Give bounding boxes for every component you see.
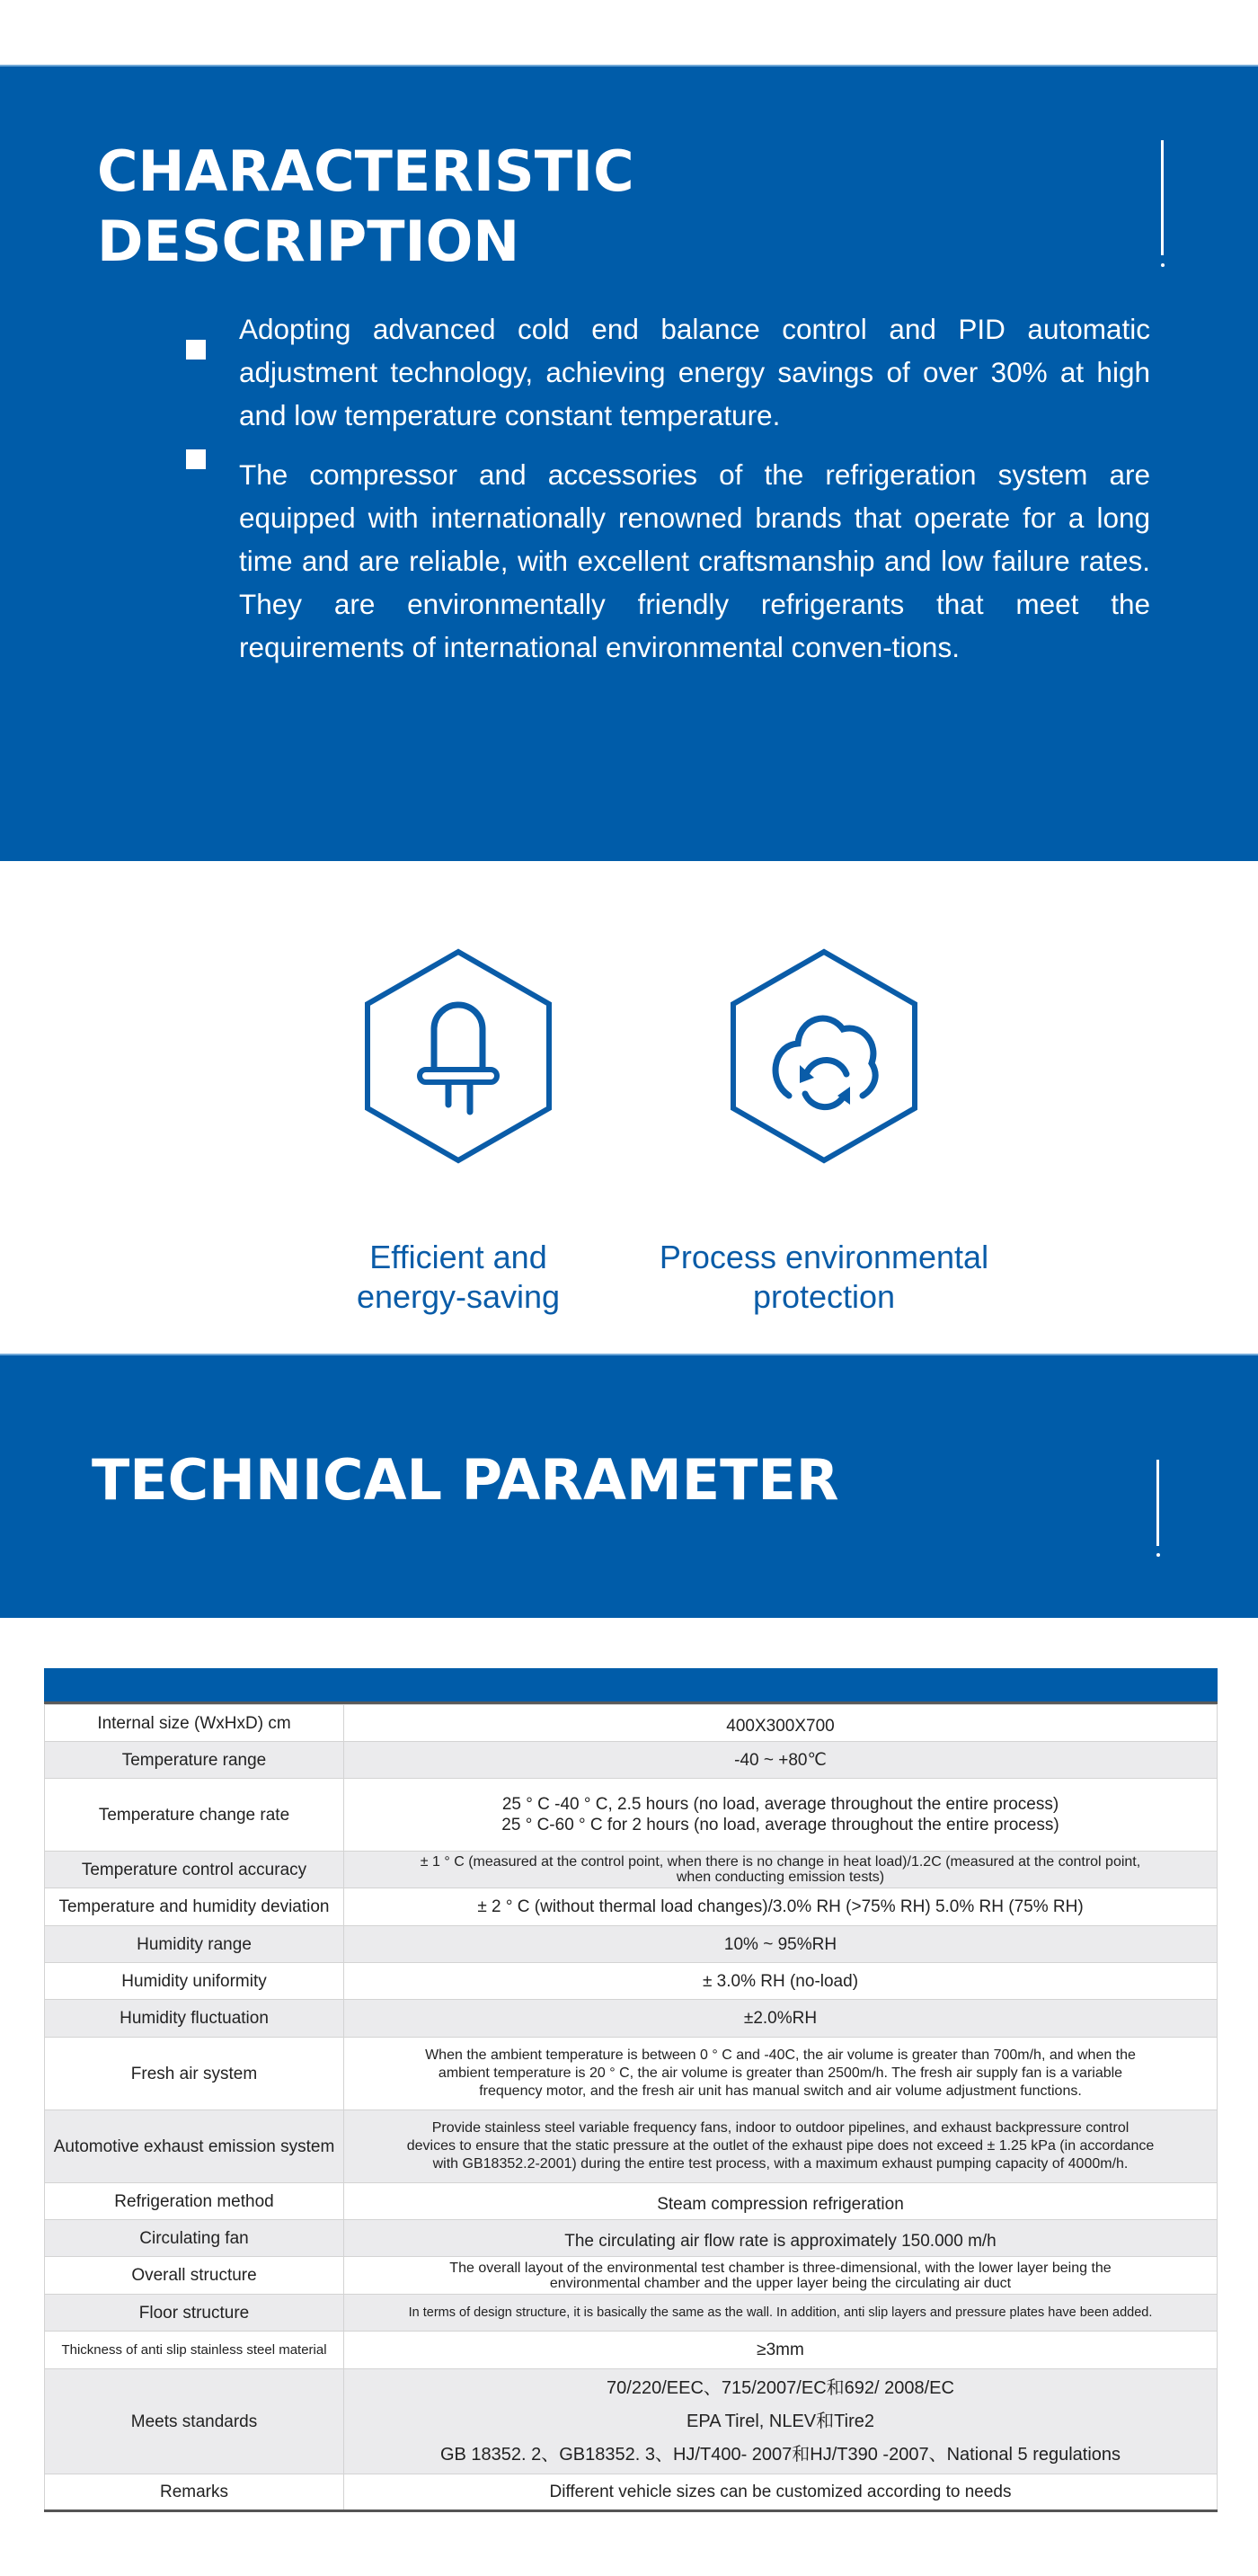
param-name: Thickness of anti slip stainless steel material <box>45 2332 344 2369</box>
param-value: Steam compression refrigeration <box>344 2183 1218 2220</box>
parameter-table-body <box>44 1704 1218 2512</box>
technical-section <box>0 1354 1258 1618</box>
bullet-text: Adopting advanced cold end balance control and PID automatic adjustment technology, achieving energy savings of over 30% at high and low temperature constant temperature. <box>239 313 1150 431</box>
decorative-vertical-line <box>1161 140 1164 255</box>
param-value: Different vehicle sizes can be customized according to needs <box>344 2474 1218 2511</box>
param-value: ≥3mm <box>344 2332 1218 2369</box>
cloud-recycle-icon <box>728 946 920 1166</box>
table-header-bar <box>44 1668 1218 1704</box>
decorative-dot <box>1161 263 1165 267</box>
bullet-item <box>180 307 1150 437</box>
led-bulb-icon <box>362 946 554 1166</box>
characteristic-section <box>0 65 1258 861</box>
param-value: -40 ~ +80℃ <box>344 1742 1218 1779</box>
param-value: The circulating air flow rate is approximately 150.000 m/h <box>344 2220 1218 2257</box>
characteristic-bullet-list <box>180 307 1150 669</box>
param-name: Humidity fluctuation <box>45 2000 344 2038</box>
characteristic-title <box>97 137 634 277</box>
param-value: 25 ° C -40 ° C, 2.5 hours (no load, average throughout the entire process) 25 ° C-60 ° C for 2 hours (no load, average throughout the entire process) <box>344 1779 1218 1852</box>
bullet-item <box>180 453 1150 669</box>
title-line-1: CHARACTERISTIC <box>97 138 634 204</box>
param-name: Meets standards <box>45 2369 344 2474</box>
param-name: Circulating fan <box>45 2220 344 2257</box>
feature-label-line: energy-saving <box>356 1278 561 1315</box>
table-row <box>45 2295 1218 2332</box>
decorative-dot <box>1156 1553 1160 1557</box>
square-bullet-icon <box>186 340 206 360</box>
param-name: Refrigeration method <box>45 2183 344 2220</box>
bullet-text: The compressor and accessories of the refrigeration system are equipped with internationally renowned brands that operate for a long time and are reliable, with excellent craftsmanship and low failure rates. They are environmentally friendly refrigerants that meet the requirements of international environmental conven-tions. <box>239 458 1150 663</box>
param-value: ± 3.0% RH (no-load) <box>344 1963 1218 2000</box>
feature-label <box>314 1238 602 1317</box>
parameter-table <box>44 1668 1218 2512</box>
table-row <box>45 1963 1218 2000</box>
param-value: ±2.0%RH <box>344 2000 1218 2038</box>
param-name: Temperature range <box>45 1742 344 1779</box>
param-value: When the ambient temperature is between 0 ° C and -40C, the air volume is greater than 700m/h, and when the ambient temperature is 20 ° C, the air volume is greater than 2500m/h. The fresh air supply fan is a variable frequency motor, and the fresh air unit has manual switch and air volume adjustment functions. <box>344 2038 1218 2110</box>
table-row <box>45 2474 1218 2511</box>
decorative-vertical-line <box>1156 1460 1159 1546</box>
feature-label-line: Process environmental <box>659 1239 989 1275</box>
table-row <box>45 2369 1218 2474</box>
table-row <box>45 2220 1218 2257</box>
param-name: Temperature change rate <box>45 1779 344 1852</box>
param-name: Humidity range <box>45 1926 344 1963</box>
param-value: In terms of design structure, it is basically the same as the wall. In addition, anti slip layers and pressure plates have been added. <box>344 2295 1218 2332</box>
table-row <box>45 2110 1218 2183</box>
technical-title: TECHNICAL PARAMETER <box>92 1447 839 1513</box>
table-row <box>45 1852 1218 1888</box>
table-row <box>45 2257 1218 2295</box>
feature-label-line: Efficient and <box>369 1239 547 1275</box>
feature-label <box>635 1238 1013 1317</box>
param-name: Floor structure <box>45 2295 344 2332</box>
param-value: ± 1 ° C (measured at the control point, when there is no change in heat load)/1.2C (measured at the control point, when conducting emission tests) <box>344 1852 1218 1888</box>
square-bullet-icon <box>186 449 206 469</box>
param-name: Overall structure <box>45 2257 344 2295</box>
feature-environmental <box>659 946 989 1317</box>
param-value: ± 2 ° C (without thermal load changes)/3.0% RH (>75% RH) 5.0% RH (75% RH) <box>344 1888 1218 1926</box>
feature-label-line: protection <box>752 1278 896 1315</box>
table-row <box>45 1888 1218 1926</box>
title-line-2: DESCRIPTION <box>97 209 520 274</box>
param-value: 70/220/EEC、715/2007/EC和692/ 2008/EC EPA Tirel, NLEV和Tire2 GB 18352. 2、GB18352. 3、HJ/T400- 2007和HJ/T390 -2007、National 5 regulations <box>344 2369 1218 2474</box>
param-name: Humidity uniformity <box>45 1963 344 2000</box>
param-name: Temperature control accuracy <box>45 1852 344 1888</box>
param-value: 400X300X700 <box>344 1705 1218 1742</box>
table-row <box>45 1705 1218 1742</box>
table-row <box>45 1742 1218 1779</box>
feature-efficient <box>314 946 602 1317</box>
table-row <box>45 2183 1218 2220</box>
param-name: Remarks <box>45 2474 344 2511</box>
param-name: Fresh air system <box>45 2038 344 2110</box>
param-value: 10% ~ 95%RH <box>344 1926 1218 1963</box>
param-value: Provide stainless steel variable frequency fans, indoor to outdoor pipelines, and exhaust backpressure control devices to ensure that the static pressure at the outlet of the exhaust pipe does not exceed ± 1.25 kPa (in accordance with GB18352.2-2001) during the entire test process, with a maximum exhaust pumping capacity of 4000m/h. <box>344 2110 1218 2183</box>
table-row <box>45 1779 1218 1852</box>
table-row <box>45 2038 1218 2110</box>
table-row <box>45 2332 1218 2369</box>
param-value: The overall layout of the environmental test chamber is three-dimensional, with the lower layer being the environmental chamber and the upper layer being the circulating air duct <box>344 2257 1218 2295</box>
param-name: Internal size (WxHxD) cm <box>45 1705 344 1742</box>
param-name: Automotive exhaust emission system <box>45 2110 344 2183</box>
param-name: Temperature and humidity deviation <box>45 1888 344 1926</box>
table-row <box>45 1926 1218 1963</box>
table-row <box>45 2000 1218 2038</box>
